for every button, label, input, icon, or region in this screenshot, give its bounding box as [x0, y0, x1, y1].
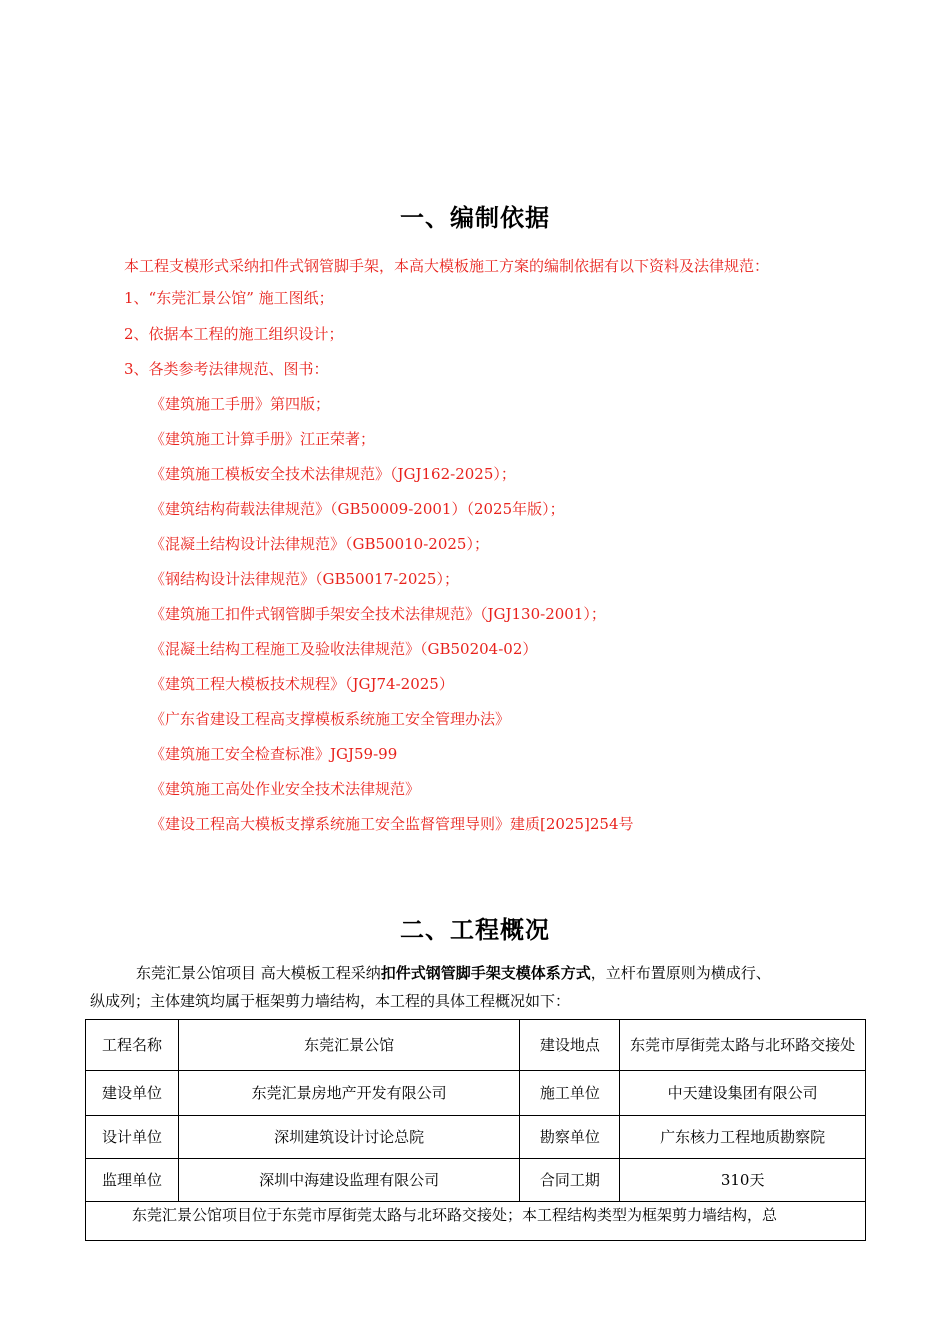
table-cell-value: 东莞汇景房地产开发有限公司 [178, 1071, 520, 1116]
basis-item-3: 3、各类参考法律规范、图书： [124, 360, 329, 378]
reference-item: 《建筑施工扣件式钢管脚手架安全技术法律规范》（JGJ130-2001）； [150, 605, 606, 623]
overview-paragraph-line1 [136, 963, 771, 983]
table-cell-label: 监理单位 [86, 1159, 179, 1202]
reference-item: 《混凝土结构设计法律规范》（GB50010-2025）； [150, 535, 489, 553]
table-cell-label: 设计单位 [86, 1116, 179, 1159]
table-row [86, 1202, 866, 1241]
project-info-table [85, 1019, 866, 1241]
overview-text-part1: 东莞汇景公馆项目 高大模板工程采纳 [136, 964, 381, 982]
reference-item: 《建筑施工手册》第四版； [150, 395, 331, 413]
reference-item: 《钢结构设计法律规范》（GB50017-2025）； [150, 570, 459, 588]
table-note: 东莞汇景公馆项目位于东莞市厚街莞太路与北环路交接处；本工程结构类型为框架剪力墙结构，总 [86, 1202, 866, 1241]
reference-item: 《建筑结构荷载法律规范》（GB50009-2001）（2025年版）； [150, 500, 565, 518]
table-cell-value: 广东核力工程地质勘察院 [620, 1116, 866, 1159]
basis-item-2: 2、依据本工程的施工组织设计； [124, 325, 344, 343]
reference-item: 《混凝土结构工程施工及验收法律规范》（GB50204-02） [150, 640, 538, 658]
reference-item: 《建筑工程大模板技术规程》（JGJ74-2025） [150, 675, 454, 693]
table-cell-label: 勘察单位 [520, 1116, 620, 1159]
overview-text-part2: ，立杆布置原则为横成行、 [590, 964, 771, 982]
reference-item: 《建筑施工高处作业安全技术法律规范》 [150, 780, 421, 798]
table-cell-label: 建设单位 [86, 1071, 179, 1116]
section2-title: 二、工程概况 [400, 916, 550, 944]
section1-intro: 本工程支模形式采纳扣件式钢管脚手架，本高大模板施工方案的编制依据有以下资料及法律规范： [124, 257, 770, 275]
table-cell-value: 中天建设集团有限公司 [620, 1071, 866, 1116]
table-cell-label: 施工单位 [520, 1071, 620, 1116]
section1-title: 一、编制依据 [400, 204, 550, 232]
reference-item: 《广东省建设工程高支撑模板系统施工安全管理办法》 [150, 710, 511, 728]
table-cell-label: 合同工期 [520, 1159, 620, 1202]
table-row [86, 1071, 866, 1116]
table-cell-value: 东莞市厚街莞太路与北环路交接处 [620, 1020, 866, 1071]
reference-item: 《建筑施工模板安全技术法律规范》（JGJ162-2025）； [150, 465, 516, 483]
basis-item-1: 1、“东莞汇景公馆” 施工图纸； [124, 289, 334, 307]
table-row [86, 1020, 866, 1071]
overview-paragraph-line2: 纵成列；主体建筑均属于框架剪力墙结构，本工程的具体工程概况如下： [90, 992, 571, 1010]
table-row [86, 1159, 866, 1202]
overview-text-bold: 扣件式钢管脚手架支模体系方式 [380, 964, 591, 982]
table-cell-value: 东莞汇景公馆 [178, 1020, 520, 1071]
table-cell-label: 工程名称 [86, 1020, 179, 1071]
reference-item: 《建筑施工计算手册》江正荣著； [150, 430, 376, 448]
table-cell-value: 深圳建筑设计讨论总院 [178, 1116, 520, 1159]
table-cell-label: 建设地点 [520, 1020, 620, 1071]
table-cell-value: 310天 [620, 1159, 866, 1202]
reference-item: 《建设工程高大模板支撑系统施工安全监督管理导则》建质[2025]254号 [150, 815, 634, 833]
table-row [86, 1116, 866, 1159]
reference-item: 《建筑施工安全检查标准》JGJ59-99 [150, 745, 398, 763]
table-cell-value: 深圳中海建设监理有限公司 [178, 1159, 520, 1202]
